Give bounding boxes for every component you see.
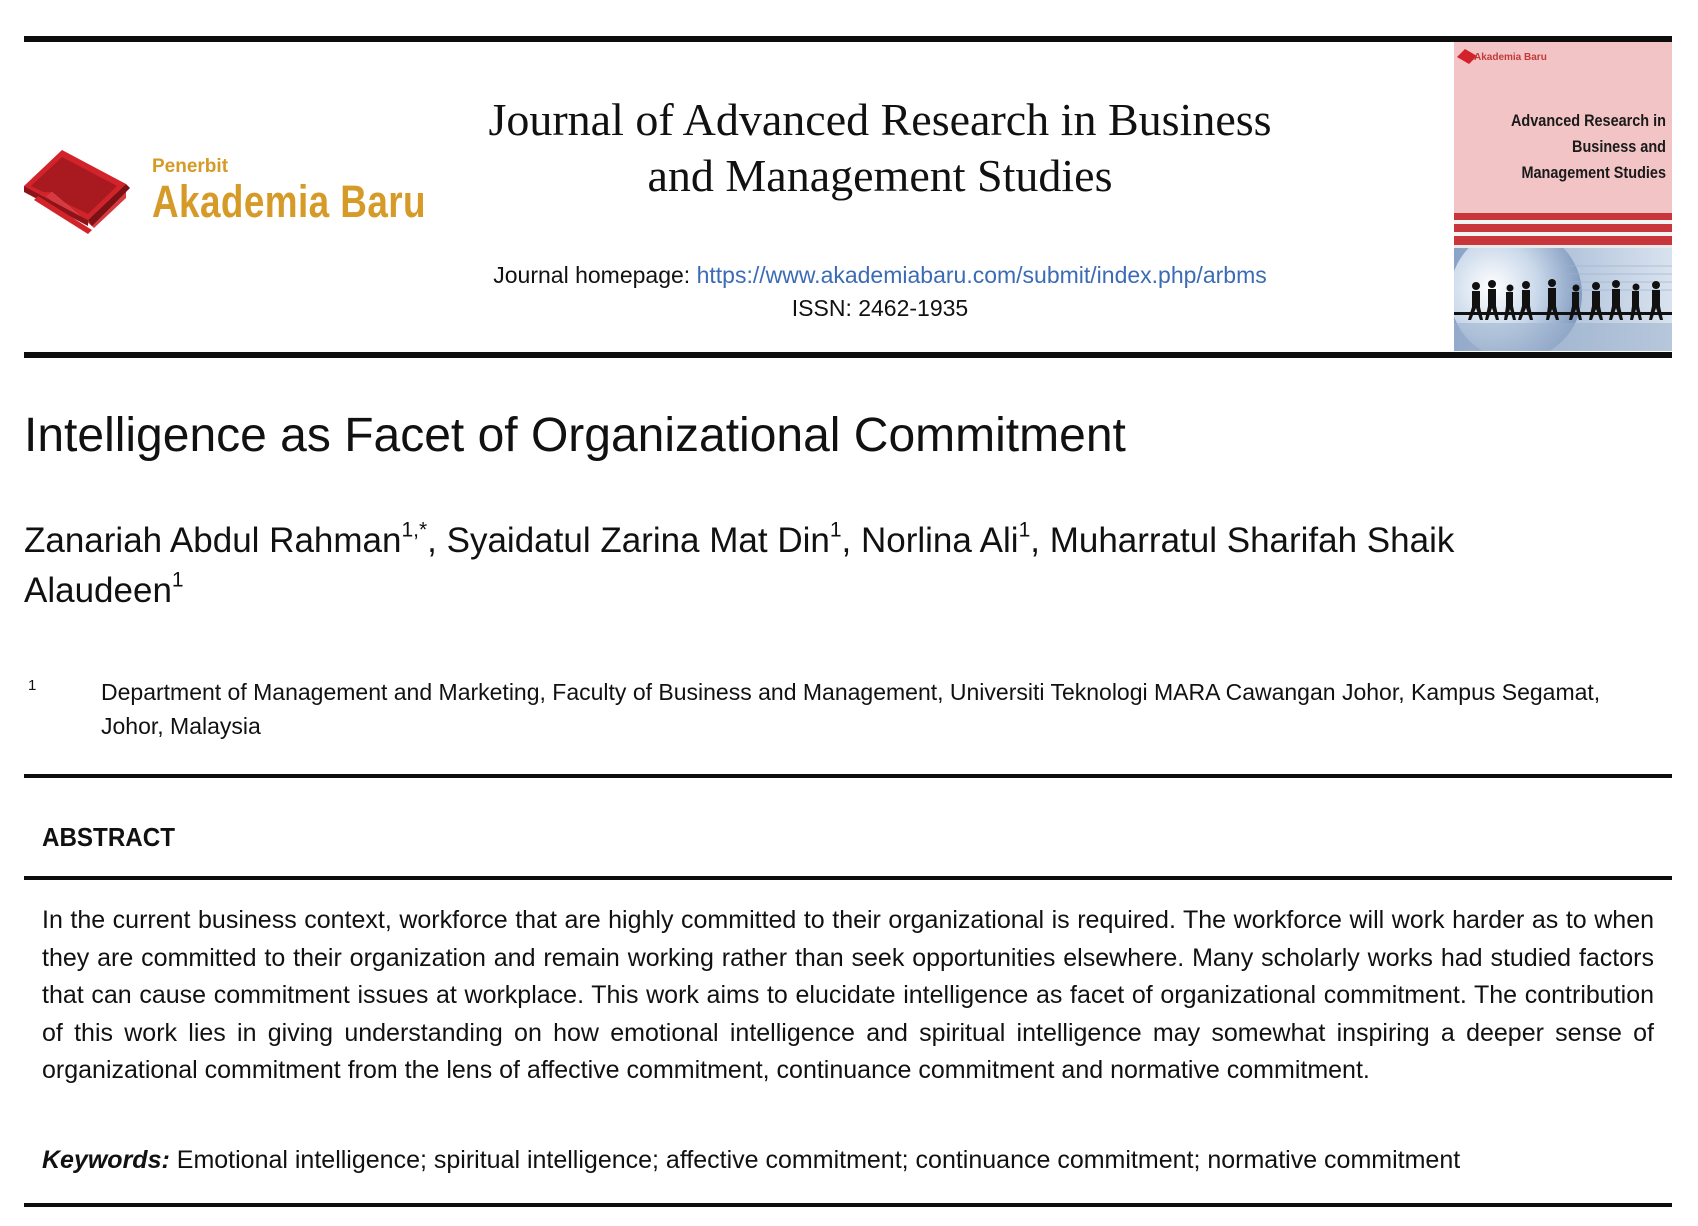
cover-brand: Akademia Baru (1474, 52, 1547, 63)
author-affiliation-mark: 1 (1018, 518, 1031, 542)
journal-title (420, 92, 1340, 204)
abstract-bottom-rule (24, 1203, 1672, 1207)
book-logo-icon (22, 148, 152, 238)
publisher-small-label: Penerbit (152, 156, 229, 177)
cover-title-line-1: Advanced Research in (1510, 111, 1666, 130)
cover-stripes (1454, 213, 1672, 249)
cover-title-line-2: Business and (1572, 137, 1666, 156)
journal-cover-image (1454, 42, 1672, 351)
homepage-link[interactable]: https://www.akademiabaru.com/submit/index.php/arbms (696, 262, 1267, 288)
keywords-text: Emotional intelligence; spiritual intelligence; affective commitment; continuance commitment; normative commitment (176, 1146, 1461, 1174)
journal-issn: ISSN: 2462-1935 (791, 295, 969, 321)
header-bottom-rule (24, 352, 1672, 358)
affiliation-number: 1 (28, 677, 37, 694)
journal-title-line-1: Journal of Advanced Research in Business (488, 94, 1272, 145)
author-affiliation-mark: 1,* (401, 518, 428, 542)
publisher-logo (22, 148, 426, 238)
homepage-label: Journal homepage: (493, 262, 691, 288)
abstract-heading: ABSTRACT (42, 822, 175, 852)
keywords-label: Keywords: (42, 1146, 170, 1174)
affiliation-bottom-rule (24, 774, 1672, 778)
author-separator: , (1030, 521, 1050, 560)
keywords-line (42, 1146, 1682, 1175)
publisher-name: Akademia Baru (152, 176, 426, 227)
author-separator: , (427, 521, 447, 560)
author-list (24, 516, 1584, 616)
top-rule (24, 36, 1672, 42)
author-name: Syaidatul Zarina Mat Din (446, 521, 830, 560)
abstract-text: In the current business context, workforce that are highly committed to their organizational is required. The workforce will work harder as to when they are committed to their organization and remain working rather than seek opportunities elsewhere. Many scholarly works had studied factors that can cause commitment issues at workplace. This work aims to elucidate intelligence as facet of organizational commitment. The contribution of this work lies in giving understanding on how emotional intelligence and spiritual intelligence may somewhat inspiring a deeper sense of organizational commitment from the lens of affective commitment, continuance commitment and normative commitment. (42, 906, 1654, 1084)
journal-homepage (420, 262, 1340, 289)
abstract-heading-rule (24, 876, 1672, 880)
author-affiliation-mark: 1 (829, 518, 842, 542)
cover-title (1505, 108, 1667, 186)
author-name: Norlina Ali (860, 521, 1019, 560)
cover-photo-people-icon (1454, 248, 1672, 351)
affiliation-text: Department of Management and Marketing, Faculty of Business and Management, Universiti Teknologi MARA Cawangan Johor, Kampus Segamat, Johor, Malaysia (101, 679, 1601, 739)
cover-title-line-3: Management Studies (1521, 163, 1666, 182)
author-separator: , (841, 521, 861, 560)
author-affiliation-mark: 1 (171, 568, 184, 592)
author-name: Zanariah Abdul Rahman (24, 521, 402, 560)
author-name: Muharratul Sharifah Shaik Alaudeen (24, 521, 1455, 610)
journal-title-line-2: and Management Studies (647, 150, 1113, 201)
article-title: Intelligence as Facet of Organizational Commitment (24, 409, 1126, 462)
